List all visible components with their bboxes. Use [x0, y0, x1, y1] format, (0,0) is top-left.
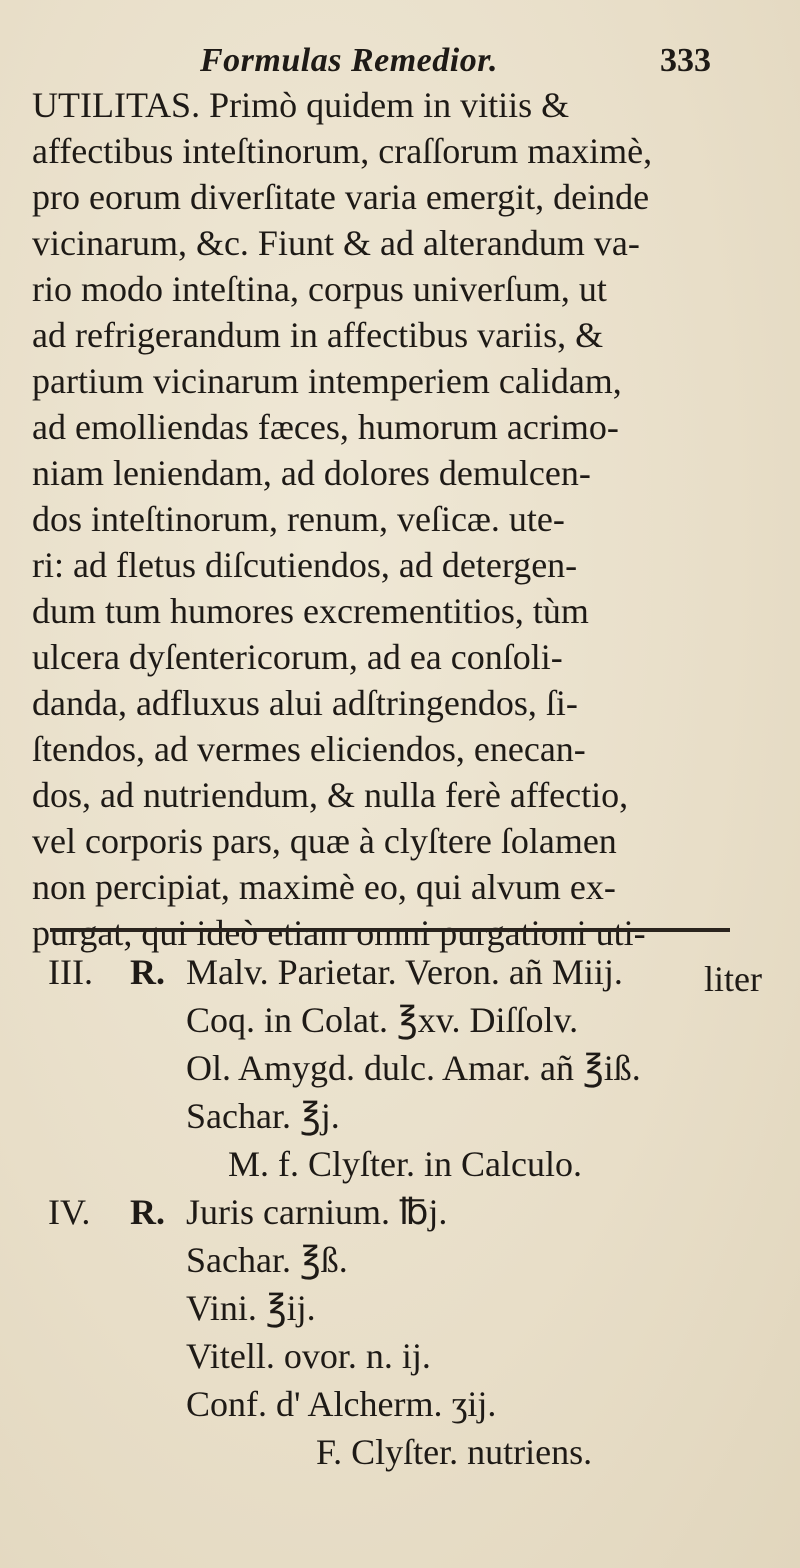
recipe-number: III.: [48, 952, 93, 992]
recipe-line: [48, 1188, 768, 1236]
text-line: rio modo inteſtina, corpus univerſum, ut: [32, 269, 607, 309]
text-line: ad emolliendas fæces, humorum acrimo-: [32, 407, 619, 447]
recipe-symbol: R.: [130, 1192, 165, 1232]
text-line: vicinarum, &c. Fiunt & ad alterandum va-: [32, 223, 640, 263]
text-line: niam leniendam, ad dolores demulcen-: [32, 453, 591, 493]
text-line: ulcera dyſentericorum, ad ea conſoli-: [32, 637, 563, 677]
text-line: ad refrigerandum in affectibus variis, &: [32, 315, 604, 355]
ingredient-line: Juris carnium. ℔j.: [186, 1192, 448, 1232]
page-number: 333: [660, 42, 711, 79]
recipe-line: [48, 1332, 768, 1380]
ingredient-line: Sachar. ℥j.: [186, 1096, 340, 1136]
recipe-list: [48, 948, 768, 1476]
recipe-line: [48, 1092, 768, 1140]
ingredient-line: Ol. Amygd. dulc. Amar. añ ℥iß.: [186, 1048, 641, 1088]
section-divider: [50, 928, 730, 932]
recipe-line: [48, 1284, 768, 1332]
recipe-line: [48, 1140, 768, 1188]
text-line: affectibus inteſtinorum, craſſorum maximè,: [32, 131, 653, 171]
text-line: purgat, qui ideò etiam omni purgationi uti-: [32, 913, 646, 953]
ingredient-line: Coq. in Colat. ℥xv. Diſſolv.: [186, 1000, 579, 1040]
text-line: dos, ad nutriendum, & nulla ferè affectio,: [32, 775, 629, 815]
ingredient-line: Sachar. ℥ß.: [186, 1240, 348, 1280]
recipe-line: [48, 948, 768, 996]
ingredient-line: Vini. ℥ij.: [186, 1288, 316, 1328]
text-line: vel corporis pars, quæ à clyſtere ſolamen: [32, 821, 617, 861]
ingredient-line: Vitell. ovor. n. ij.: [186, 1336, 431, 1376]
text-line: dum tum humores excrementitios, tùm: [32, 591, 589, 631]
recipe-line: [48, 1236, 768, 1284]
running-head: Formulas Remedior.: [200, 42, 499, 79]
ingredient-line: Conf. d' Alcherm. ʒij.: [186, 1384, 497, 1424]
text-line: UTILITAS. Primò quidem in vitiis &: [32, 85, 570, 125]
text-line: danda, adfluxus alui adſtringendos, ſi-: [32, 683, 578, 723]
text-line: ſtendos, ad vermes eliciendos, enecan-: [32, 729, 586, 769]
catchword: liter: [704, 959, 762, 999]
body-paragraph: [32, 82, 762, 1002]
recipe-line: [48, 1380, 768, 1428]
text-line: non percipiat, maximè eo, qui alvum ex-: [32, 867, 616, 907]
text-line: partium vicinarum intemperiem calidam,: [32, 361, 622, 401]
recipe-line: [48, 1428, 768, 1476]
recipe-number: IV.: [48, 1192, 91, 1232]
recipe-line: [48, 1044, 768, 1092]
recipe-instruction: F. Clyſter. nutriens.: [316, 1432, 593, 1472]
recipe-line: [48, 996, 768, 1044]
ingredient-line: Malv. Parietar. Veron. añ Miij.: [186, 952, 623, 992]
text-line: pro eorum diverſitate varia emergit, deinde: [32, 177, 650, 217]
text-line: dos inteſtinorum, renum, veſicæ. ute-: [32, 499, 565, 539]
text-line: ri: ad fletus diſcutiendos, ad detergen-: [32, 545, 578, 585]
recipe-symbol: R.: [130, 952, 165, 992]
recipe-instruction: M. f. Clyſter. in Calculo.: [228, 1144, 582, 1184]
